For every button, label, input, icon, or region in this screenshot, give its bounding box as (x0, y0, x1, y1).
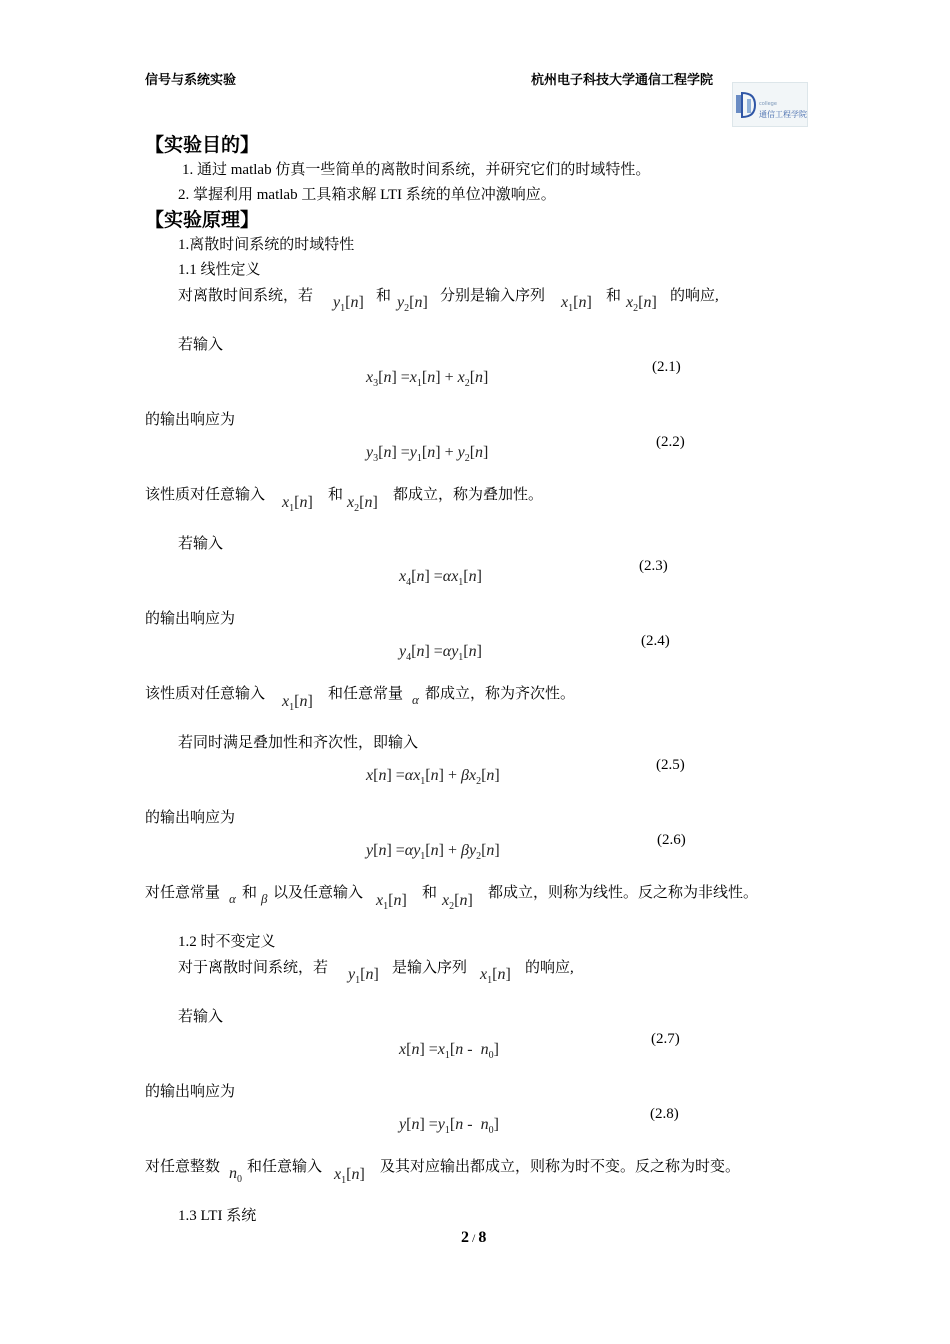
text-line: 是输入序列 (392, 960, 468, 976)
text-line: 的输出响应为 (145, 611, 236, 627)
text-line: 若同时满足叠加性和齐次性，即输入 (178, 735, 419, 751)
text-line: 若输入 (178, 337, 224, 353)
text-line: 都成立，则称为线性。反之称为非线性。 (488, 885, 759, 901)
text-line: 都成立，称为齐次性。 (425, 686, 576, 702)
text-line: 的响应, (670, 288, 719, 304)
math-y1n: $y_1[n]$ (348, 966, 379, 987)
equation-number: (2.1) (652, 359, 681, 375)
text-line: 和 (422, 885, 438, 901)
text-line: 若输入 (178, 536, 224, 552)
text-line: 及其对应输出都成立，则称为时不变。反之称为时变。 (380, 1159, 741, 1175)
text-line: 的输出响应为 (145, 1084, 236, 1100)
equation-2-4: $y_4[n] =\alpha y_1[n]$ (399, 643, 482, 664)
math-alpha: α (229, 891, 236, 906)
equation-2-7: $x[n] =x_1[n - n_0]$ (399, 1041, 499, 1062)
purpose-item-1: 1. 通过 matlab 仿真一些简单的离散时间系统，并研究它们的时域特性。 (182, 162, 651, 178)
text-line: 对任意整数 (145, 1159, 221, 1175)
principle-title: 【实验原理】 (145, 209, 260, 231)
math-alpha: α (412, 692, 419, 707)
text-line: 的输出响应为 (145, 412, 236, 428)
text-line: 的响应, (525, 960, 574, 976)
text-line: 的输出响应为 (145, 810, 236, 826)
text-line: 对离散时间系统，若 (178, 288, 314, 304)
total-pages: 8 (478, 1229, 487, 1246)
equation-2-5: $x[n] =\alpha x_1[n] + \beta x_2[n]$ (366, 767, 500, 788)
text-line: 该性质对任意输入 (145, 487, 266, 503)
equation-number: (2.4) (641, 633, 670, 649)
equation-2-1: $x_3[n] =x_1[n] + x_2[n]$ (366, 369, 489, 390)
page-number (461, 1229, 486, 1247)
text-line: 和 (328, 487, 344, 503)
text-line: 对任意常量 (145, 885, 221, 901)
equation-2-6: $y[n] =\alpha y_1[n] + \beta y_2[n]$ (366, 842, 500, 863)
equation-number: (2.3) (639, 558, 668, 574)
subsection-1-2: 1.2 时不变定义 (178, 934, 276, 950)
purpose-item-2: 2. 掌握利用 matlab 工具箱求解 LTI 系统的单位冲激响应。 (178, 187, 556, 203)
subsection-1: 1.离散时间系统的时域特性 (178, 237, 355, 253)
text-line: 分别是输入序列 (440, 288, 546, 304)
text-line: 和任意输入 (247, 1159, 323, 1175)
equation-2-8: $y[n] =y_1[n - n_0]$ (399, 1116, 499, 1137)
text-line: 对于离散时间系统，若 (178, 960, 329, 976)
text-line: 和 (376, 288, 392, 304)
math-beta: β (261, 891, 268, 906)
text-line: 都成立，称为叠加性。 (393, 487, 544, 503)
text-line: 和 (606, 288, 622, 304)
equation-number: (2.6) (657, 832, 686, 848)
equation-number: (2.2) (656, 434, 685, 450)
equation-number: (2.5) (656, 757, 685, 773)
math-x2n: $x_2[n]$ (442, 892, 473, 913)
math-x2n: $x_2[n]$ (347, 494, 378, 515)
math-n0: $n_0$ (229, 1165, 242, 1186)
math-x1n: $x_1[n]$ (561, 294, 592, 315)
svg-text:college: college (759, 101, 777, 107)
equation-number: (2.7) (651, 1031, 680, 1047)
math-x1n: $x_1[n]$ (334, 1166, 365, 1187)
math-y2n: $y_2[n]$ (397, 294, 428, 315)
math-x2n: $x_2[n]$ (626, 294, 657, 315)
subsection-1-1: 1.1 线性定义 (178, 262, 261, 278)
text-line: 若输入 (178, 1009, 224, 1025)
math-x1n: $x_1[n]$ (376, 892, 407, 913)
subsection-1-3: 1.3 LTI 系统 (178, 1208, 257, 1224)
svg-text:通信工程学院: 通信工程学院 (759, 110, 807, 119)
equation-2-2: $y_3[n] =y_1[n] + y_2[n]$ (366, 444, 489, 465)
page-separator: / (472, 1231, 476, 1245)
text-line: 和 (242, 885, 258, 901)
text-line: 和任意常量 (328, 686, 404, 702)
equation-number: (2.8) (650, 1106, 679, 1122)
college-logo (732, 82, 808, 127)
header-right: 杭州电子科技大学通信工程学院 (531, 72, 714, 87)
current-page: 2 (461, 1229, 469, 1246)
equation-2-3: $x_4[n] =\alpha x_1[n]$ (399, 568, 482, 589)
purpose-title: 【实验目的】 (145, 134, 260, 156)
header-left: 信号与系统实验 (145, 72, 237, 87)
math-y1n: $y_1[n]$ (333, 294, 364, 315)
math-x1n: $x_1[n]$ (480, 966, 511, 987)
text-line: 该性质对任意输入 (145, 686, 266, 702)
math-x1n: $x_1[n]$ (282, 693, 313, 714)
text-line: 以及任意输入 (273, 885, 364, 901)
math-x1n: $x_1[n]$ (282, 494, 313, 515)
